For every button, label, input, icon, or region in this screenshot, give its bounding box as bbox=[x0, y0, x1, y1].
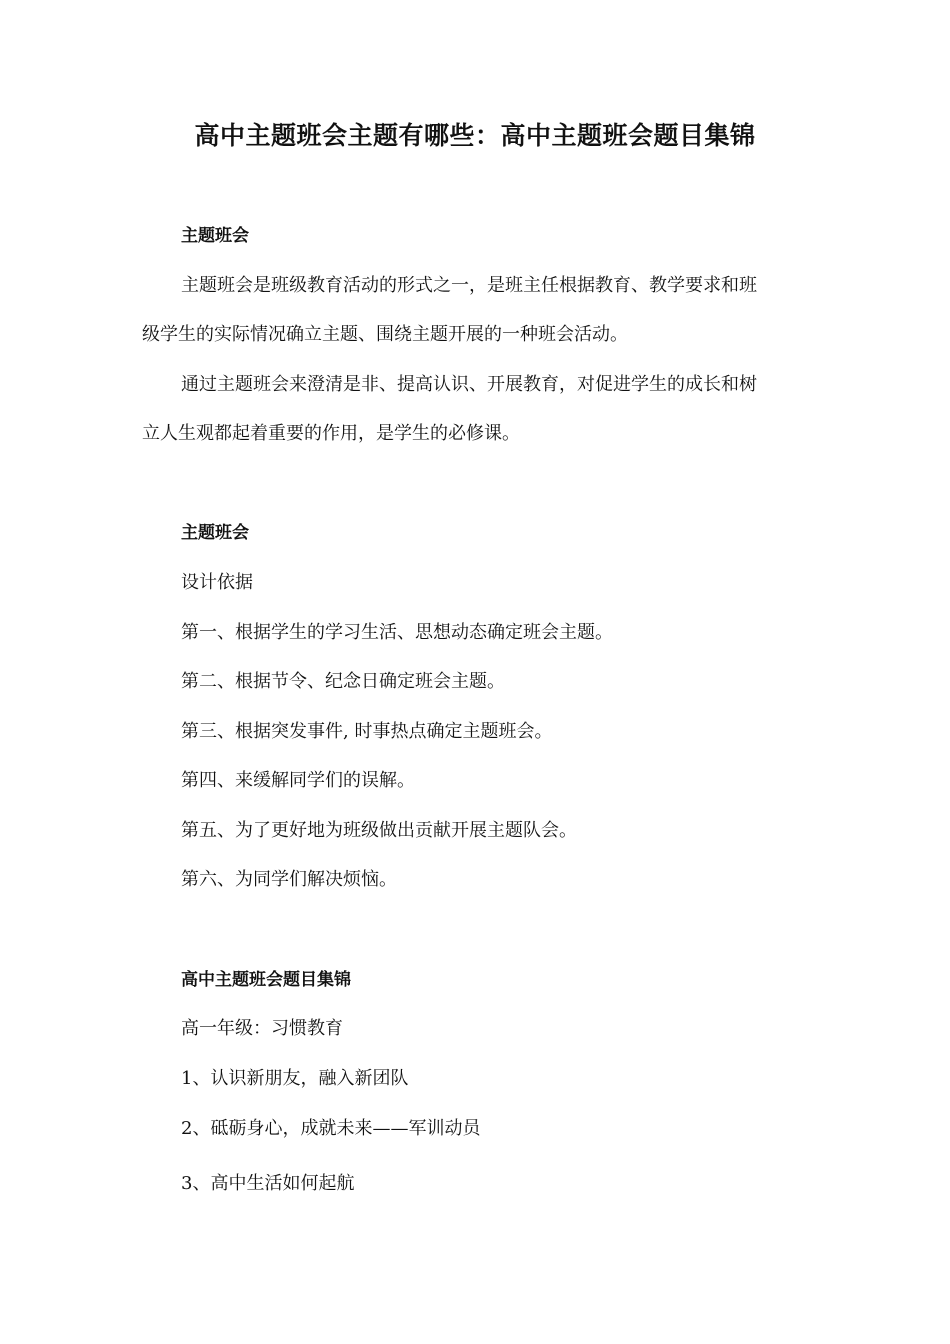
list-item: 第六、为同学们解决烦恼。 bbox=[181, 869, 397, 890]
paragraph-line: 立人生观都起着重要的作用，是学生的必修课。 bbox=[142, 423, 520, 444]
document-title: 高中主题班会主题有哪些：高中主题班会题目集锦 bbox=[194, 121, 756, 150]
list-item: 第五、为了更好地为班级做出贡献开展主题队会。 bbox=[181, 820, 577, 841]
section-heading: 主题班会 bbox=[181, 523, 249, 543]
list-item: 2、砥砺身心，成就未来——军训动员 bbox=[181, 1118, 481, 1139]
list-item: 3、高中生活如何起航 bbox=[181, 1173, 355, 1194]
paragraph-line: 主题班会是班级教育活动的形式之一，是班主任根据教育、教学要求和班 bbox=[181, 275, 757, 296]
paragraph-line: 通过主题班会来澄清是非、提高认识、开展教育，对促进学生的成长和树 bbox=[181, 374, 757, 395]
list-item: 第三、根据突发事件, 时事热点确定主题班会。 bbox=[181, 721, 553, 742]
list-item: 第一、根据学生的学习生活、思想动态确定班会主题。 bbox=[181, 622, 613, 643]
paragraph-line: 级学生的实际情况确立主题、围绕主题开展的一种班会活动。 bbox=[142, 324, 628, 345]
section-subheading: 高一年级：习惯教育 bbox=[181, 1018, 343, 1039]
list-item: 第四、来缓解同学们的误解。 bbox=[181, 770, 415, 791]
list-item: 1、认识新朋友，融入新团队 bbox=[181, 1068, 409, 1089]
section-heading: 主题班会 bbox=[181, 226, 249, 246]
list-item: 第二、根据节令、纪念日确定班会主题。 bbox=[181, 671, 505, 692]
section-heading: 高中主题班会题目集锦 bbox=[181, 970, 351, 990]
section-subheading: 设计依据 bbox=[181, 572, 253, 593]
